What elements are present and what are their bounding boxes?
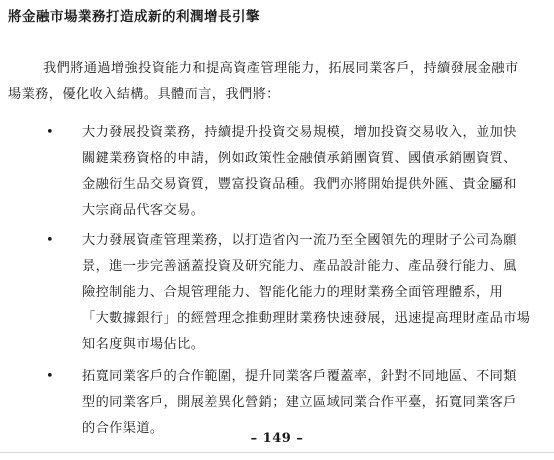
bullet-line: 險控制能力、合規管理能力、智能化能力的理財業務全面管理體系，用 xyxy=(82,285,504,300)
bullet-text xyxy=(82,120,548,224)
bullet-icon: • xyxy=(46,125,54,140)
section-heading: 將金融市場業務打造成新的利潤增長引擎 xyxy=(8,9,260,25)
bullet-line: 景，進一步完善涵蓋投資及研究能力、產品設計能力、產品發行能力、風 xyxy=(82,259,517,274)
page-number: – 149 – xyxy=(250,431,304,446)
bullet-icon: • xyxy=(46,233,54,248)
bullet-line: 大力發展投資業務，持續提升投資交易規模，增加投資交易收入，並加快 xyxy=(82,125,517,140)
bullet-line: 關鍵業務資格的申請，例如政策性金融債承銷團資質、國債承銷團資質、 xyxy=(82,151,517,166)
intro-line: 我們將通過增強投資能力和提高資產管理能力，拓展同業客戶，持續發展金融市 xyxy=(43,61,519,76)
bullet-line: 的合作渠道。 xyxy=(82,421,164,436)
bullet-line: 大宗商品代客交易。 xyxy=(82,203,205,218)
bullet-line: 知名度與市場佔比。 xyxy=(82,337,205,352)
bullet-line: 金融衍生品交易資質，豐富投資品種。我們亦將開始提供外匯、貴金屬和 xyxy=(82,177,517,192)
bullet-text xyxy=(82,228,548,358)
bullet-line: 大力發展資產管理業務，以打造省內一流乃至全國領先的理財子公司為願 xyxy=(82,233,517,248)
intro-line: 場業務，優化收入結構。具體而言，我們將： xyxy=(8,87,280,102)
bullet-line: 拓寬同業客戶的合作範圍，提升同業客戶覆蓋率，針對不同地區、不同類 xyxy=(82,369,517,384)
bullet-line: 「大數據銀行」的經營理念推動理財業務快速發展，迅速提高理財產品市場 xyxy=(82,311,531,326)
bullet-line: 型的同業客戶，開展差異化營銷；建立區域同業合作平臺，拓寬同業客戶 xyxy=(82,395,517,410)
intro-paragraph xyxy=(8,56,544,108)
page-bottom-divider xyxy=(0,452,554,453)
bullet-icon: • xyxy=(46,369,54,384)
